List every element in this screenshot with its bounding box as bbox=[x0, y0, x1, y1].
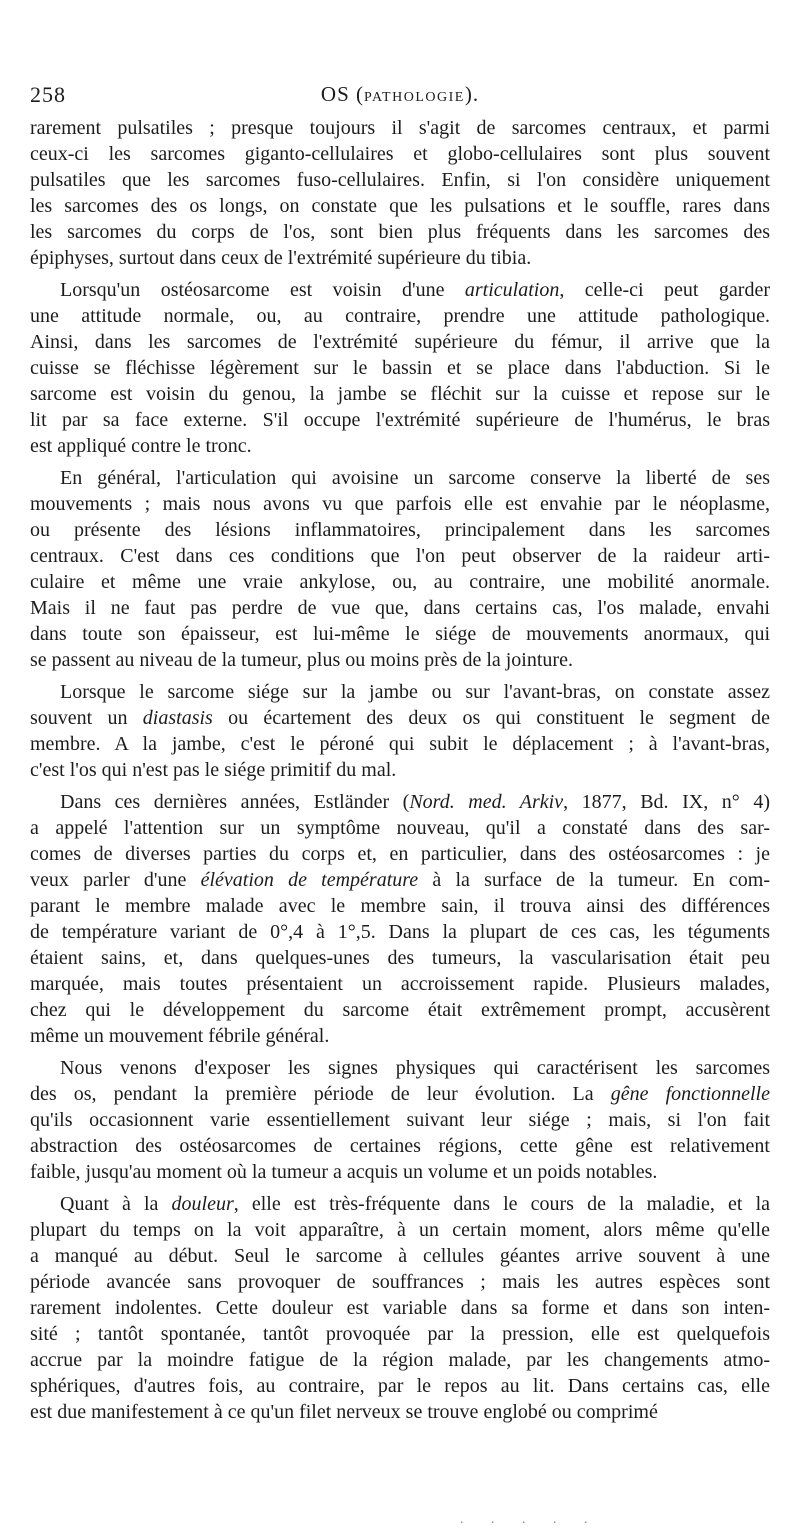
text-line: ceux-ci les sarcomes giganto-cellulaires et globo-cellulaires sont plus souvent bbox=[30, 143, 770, 165]
page-header bbox=[30, 82, 770, 112]
text-line: a appelé l'attention sur un symptôme nouveau, qu'il a constaté dans des sar- bbox=[30, 817, 770, 839]
text-line: centraux. C'est dans ces conditions que l'on peut observer de la raideur arti- bbox=[30, 545, 770, 567]
text-line: période avancée sans provoquer de souffrances ; mais les autres espèces sont bbox=[30, 1271, 770, 1293]
running-title bbox=[30, 82, 770, 107]
text-line: membre. A la jambe, c'est le péroné qui subit le déplacement ; à l'avant-bras, bbox=[30, 733, 770, 755]
text-line: Nous venons d'exposer les signes physiques qui caractérisent les sarcomes bbox=[60, 1057, 770, 1079]
text-line: parant le membre malade avec le membre sain, il trouva ainsi des différences bbox=[30, 895, 770, 917]
text-line: une attitude normale, ou, au contraire, prendre une attitude pathologique. bbox=[30, 305, 770, 327]
italic-term: douleur bbox=[171, 1193, 234, 1215]
paragraph bbox=[30, 115, 770, 271]
text-line: plupart du temps on la voit apparaître, à un certain moment, alors même qu'elle bbox=[30, 1219, 770, 1241]
text-line: rarement indolentes. Cette douleur est variable dans sa forme et dans son inten- bbox=[30, 1297, 770, 1319]
text-line: veux parler d'une élévation de température à la surface de la tumeur. En com- bbox=[30, 869, 770, 891]
running-title-main: OS ( bbox=[320, 82, 364, 106]
text-line: rarement pulsatiles ; presque toujours il s'agit de sarcomes centraux, et parmi bbox=[30, 117, 770, 139]
text-line: des os, pendant la première période de leur évolution. La gêne fonctionnelle bbox=[30, 1083, 770, 1105]
text-line: accrue par la moindre fatigue de la région malade, par les changements atmo- bbox=[30, 1349, 770, 1371]
text-line: culaire et même une vraie ankylose, ou, au contraire, une mobilité anormale. bbox=[30, 571, 770, 593]
text-line: épiphyses, surtout dans ceux de l'extrémité supérieure du tibia. bbox=[30, 247, 532, 269]
italic-term: Nord. med. Arkiv bbox=[409, 791, 564, 813]
text-line: lit par sa face externe. S'il occupe l'extrémité supérieure de l'humérus, le bras bbox=[30, 409, 770, 431]
text-line: faible, jusqu'au moment où la tumeur a acquis un volume et un poids notables. bbox=[30, 1161, 658, 1183]
text-line: c'est l'os qui n'est pas le siége primitif du mal. bbox=[30, 759, 397, 781]
text-line: Mais il ne faut pas perdre de vue que, dans certains cas, l'os malade, envahi bbox=[30, 597, 770, 619]
text-line: cuisse se fléchisse légèrement sur le bassin et se place dans l'abduction. Si le bbox=[30, 357, 770, 379]
text-line: est due manifestement à ce qu'un filet nerveux se trouve englobé ou comprimé bbox=[30, 1401, 658, 1423]
paragraph bbox=[30, 789, 770, 1049]
text-line: sphériques, d'autres fois, au contraire, par le repos au lit. Dans certains cas, elle bbox=[30, 1375, 770, 1397]
text-line: Quant à la douleur, elle est très-fréquente dans le cours de la maladie, et la bbox=[60, 1193, 770, 1215]
italic-term: gêne fonctionnelle bbox=[610, 1083, 770, 1105]
text-line: se passent au niveau de la tumeur, plus ou moins près de la jointure. bbox=[30, 649, 573, 671]
text-line: a manqué au début. Seul le sarcome à cellules géantes arrive souvent à une bbox=[30, 1245, 770, 1267]
paragraph bbox=[30, 1191, 770, 1425]
text-line: Lorsque le sarcome siége sur la jambe ou sur l'avant-bras, on constate assez bbox=[60, 681, 770, 703]
text-line: sarcome est voisin du genou, la jambe se fléchit sur la cuisse et repose sur le bbox=[30, 383, 770, 405]
running-title-end: ). bbox=[464, 82, 480, 106]
text-line: comes de diverses parties du corps et, en particulier, dans des ostéosarcomes : je bbox=[30, 843, 770, 865]
italic-term: diastasis bbox=[142, 707, 213, 729]
text-line: qu'ils occasionnent varie essentiellement suivant leur siége ; mais, si l'on fait bbox=[30, 1109, 770, 1131]
italic-term: articulation bbox=[464, 279, 560, 301]
paragraph bbox=[30, 679, 770, 783]
text-line: les sarcomes des os longs, on constate que les pulsations et le souffle, rares dans bbox=[30, 195, 770, 217]
text-line: dans toute son épaisseur, est lui-même le siége de mouvements anormaux, qui bbox=[30, 623, 770, 645]
text-line: marquée, mais toutes présentaient un accroissement rapide. Plusieurs malades, bbox=[30, 973, 770, 995]
text-line: de température variant de 0°,4 à 1°,5. Dans la plupart de ces cas, les téguments bbox=[30, 921, 770, 943]
text-line: Dans ces dernières années, Estländer (Nord. med. Arkiv, 1877, Bd. IX, n° 4) bbox=[60, 791, 770, 813]
paragraph bbox=[30, 1055, 770, 1185]
text-line: Lorsqu'un ostéosarcome est voisin d'une articulation, celle-ci peut garder bbox=[60, 279, 770, 301]
paragraph bbox=[30, 465, 770, 673]
text-line: mouvements ; mais nous avons vu que parfois elle est envahie par le néoplasme, bbox=[30, 493, 770, 515]
text-line: est appliqué contre le tronc. bbox=[30, 435, 252, 457]
page-number: 258 bbox=[30, 82, 66, 107]
running-title-small-caps: PATHOLOGIE bbox=[364, 90, 465, 105]
text-line: abstraction des ostéosarcomes de certaines régions, cette gêne est relativement bbox=[30, 1135, 770, 1157]
text-line: En général, l'articulation qui avoisine un sarcome conserve la liberté de ses bbox=[60, 467, 770, 489]
paragraph bbox=[30, 277, 770, 459]
text-line: chez qui le développement du sarcome était extrêmement prompt, accusèrent bbox=[30, 999, 770, 1021]
text-line: ou présente des lésions inflammatoires, principalement dans les sarcomes bbox=[30, 519, 770, 541]
text-line: les sarcomes du corps de l'os, sont bien plus fréquents dans les sarcomes des bbox=[30, 221, 770, 243]
text-line: sité ; tantôt spontanée, tantôt provoquée par la pression, elle est quelquefois bbox=[30, 1323, 770, 1345]
footer-marks: . . . . . bbox=[460, 1512, 600, 1527]
text-line: Ainsi, dans les sarcomes de l'extrémité supérieure du fémur, il arrive que la bbox=[30, 331, 770, 353]
text-line: pulsatiles que les sarcomes fuso-cellulaires. Enfin, si l'on considère uniquement bbox=[30, 169, 770, 191]
italic-term: élévation de température bbox=[200, 869, 419, 891]
body-text bbox=[30, 115, 770, 1425]
text-line: souvent un diastasis ou écartement des deux os qui constituent le segment de bbox=[30, 707, 770, 729]
text-line: étaient sains, et, dans quelques-unes des tumeurs, la vascularisation était peu bbox=[30, 947, 770, 969]
text-line: même un mouvement fébrile général. bbox=[30, 1025, 330, 1047]
